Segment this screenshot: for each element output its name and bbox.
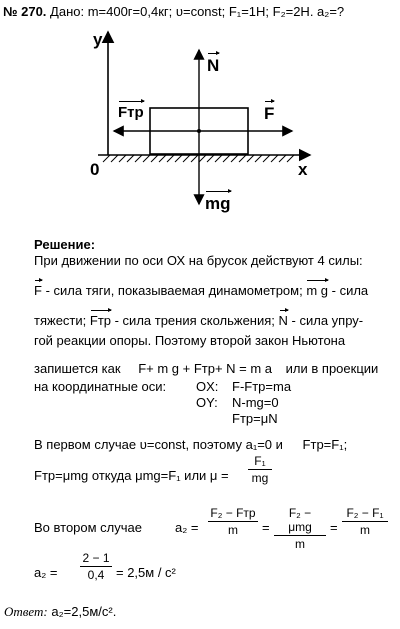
eq-oy: N-mg=0 — [232, 395, 279, 410]
eq-ox-label: OX: — [196, 379, 219, 394]
case2-eq-1: = — [262, 520, 270, 535]
eq-ox: F-Fтр=ma — [232, 379, 292, 394]
case2-fraction-3: F₂ − F₁ m — [342, 506, 388, 537]
force-mg-label: mg — [205, 194, 231, 213]
problem-given: Дано: m=400г=0,4кг; υ=const; F₁=1Н; F₂=2Н. a₂=? — [50, 4, 345, 19]
case1-line-2: Fтр=μmg откуда μmg=F₁ или μ = — [34, 468, 229, 483]
answer — [4, 604, 116, 619]
axis-x-label: x — [298, 160, 308, 179]
answer-value: a₂=2,5м/с². — [51, 604, 117, 619]
solution-heading: Решение: — [34, 237, 96, 252]
solution-line-6: на координатные оси: — [34, 379, 167, 394]
solution-line-1: При движении по оси ОХ на брусок действуют 4 силы: — [34, 253, 363, 268]
case2-label: Во втором случае — [34, 520, 142, 535]
case2-fraction-1: F₂ − Fтр m — [208, 506, 258, 537]
solution-line-3: тяжести; Fтр - сила трения скольжения; N - сила упру- — [34, 313, 364, 328]
problem-number: № 270. — [3, 4, 47, 19]
calc-a2: a₂ = — [34, 565, 58, 580]
origin-label: 0 — [90, 160, 100, 179]
force-N-label: N — [207, 56, 220, 75]
case2-fraction-2: F₂ − μmg m — [274, 506, 326, 551]
problem-statement — [3, 4, 344, 19]
eq-oy-label: OY: — [196, 395, 218, 410]
newton-vector-equation: F+ m g + Fтр+ N = m a — [138, 361, 273, 376]
force-Ftr-label: Fтр — [118, 104, 144, 121]
case1-fraction: F₁ mg — [248, 454, 272, 485]
eq-ftr: Fтр=μN — [232, 411, 278, 426]
solution-line-2: F - сила тяги, показываемая динамометром; m g - сила — [34, 283, 369, 298]
calc-fraction: 2 − 1 0,4 — [80, 551, 112, 582]
case2-a2: a₂ = — [175, 520, 199, 535]
solution-line-4: гой реакции опоры. Поэтому второй закон Ньютона — [34, 333, 346, 348]
case1-line-1: В первом случае υ=const, поэтому a₁=0 и Fтр=F₁; — [34, 437, 348, 452]
answer-label: Ответ: — [4, 604, 48, 619]
solution-line-5: запишется как F+ m g + Fтр+ N = m a или в проекции — [34, 361, 379, 376]
axis-y-label: y — [93, 30, 103, 49]
case2-eq-2: = — [330, 520, 338, 535]
force-diagram — [0, 22, 400, 222]
force-F-label: F — [264, 104, 275, 123]
calc-result: = 2,5м / с² — [116, 565, 176, 580]
